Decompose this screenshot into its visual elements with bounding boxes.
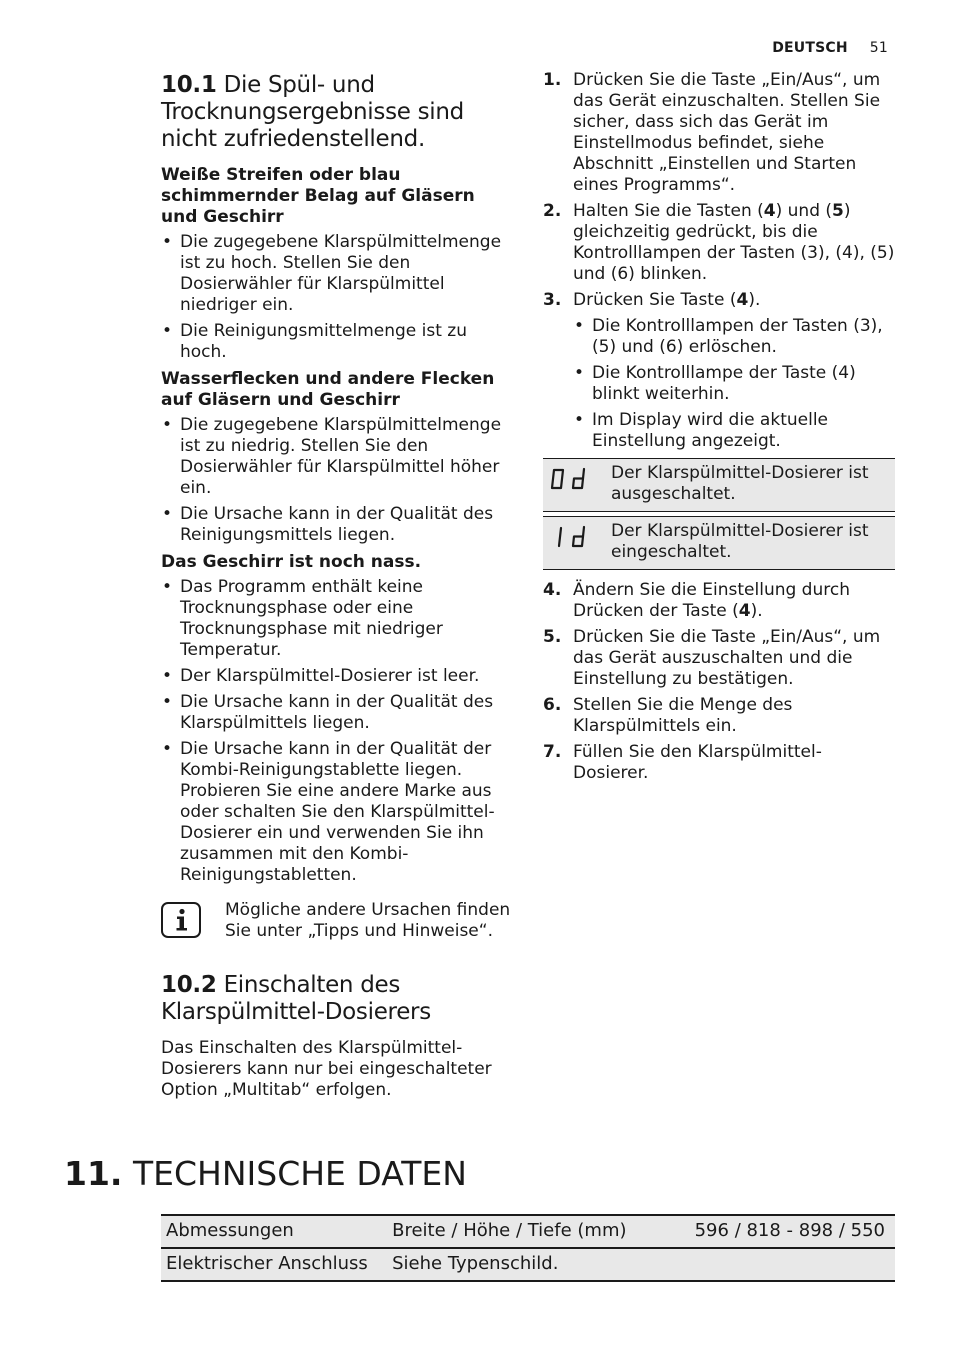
step-text: Drücken Sie Taste ( (573, 290, 737, 310)
display-desc: Der Klarspülmittel-Dosierer ist ausgeschaltet. (605, 459, 895, 512)
table-cell (690, 1248, 895, 1281)
sub-list (573, 316, 895, 452)
step-text: ) und ( (775, 201, 833, 221)
step-item (543, 70, 895, 196)
table-row (161, 1248, 895, 1281)
right-column (543, 70, 895, 789)
list-item: • Die Ursache kann in der Qualität des Klarspülmittels liegen. (161, 692, 513, 734)
page-number: 51 (869, 40, 888, 56)
step-item (543, 627, 895, 690)
step-item (543, 580, 895, 622)
step-number: 4. (543, 580, 562, 600)
step-number: 5. (543, 627, 562, 647)
step-text: Drücken Sie die Taste „Ein/Aus“, um das Gerät auszuschalten und die Einstellung zu bestätigen. (573, 627, 881, 689)
key-number: 4 (736, 290, 749, 310)
table-cell: Elektrischer Anschluss (161, 1248, 387, 1281)
info-icon (161, 902, 201, 938)
table-cell: Breite / Höhe / Tiefe (mm) (387, 1215, 689, 1248)
section-title: Die Spül- und Trocknungsergebnisse sind nicht zufriedenstellend. (161, 72, 464, 152)
step-text: ). (748, 290, 761, 310)
step-text: Stellen Sie die Menge des Klarspülmittels ein. (573, 695, 793, 736)
info-note (161, 900, 513, 942)
technical-data-table (161, 1214, 895, 1282)
display-code-cell (543, 459, 605, 512)
step-text: Ändern Sie die Einstellung durch Drücken der Taste ( (573, 580, 850, 621)
section-10-1-heading (161, 72, 513, 153)
display-code-cell (543, 517, 605, 570)
cause-list (161, 577, 513, 886)
cause-list (161, 232, 513, 363)
list-item: • Das Programm enthält keine Trocknungsphase oder eine Trocknungsphase mit niedriger Temperatur. (161, 577, 513, 661)
cause-list (161, 415, 513, 546)
list-item: • Im Display wird die aktuelle Einstellung angezeigt. (573, 410, 895, 452)
step-number: 2. (543, 201, 562, 221)
section-number: 10.2 (161, 972, 217, 998)
problem-heading: Weiße Streifen oder blau schimmernder Belag auf Gläsern und Geschirr (161, 165, 475, 227)
step-list (543, 70, 895, 452)
step-number: 6. (543, 695, 562, 715)
list-item: • Die Ursache kann in der Qualität des Reinigungsmittels liegen. (161, 504, 513, 546)
step-list (543, 580, 895, 784)
list-item: • Die Kontrolllampen der Tasten (3), (5) und (6) erlöschen. (573, 316, 895, 358)
chapter-number: 11. (64, 1154, 123, 1193)
table-row (543, 459, 895, 512)
step-number: 7. (543, 742, 562, 762)
info-text: Mögliche andere Ursachen finden Sie unter „Tipps und Hinweise“. (225, 900, 511, 941)
table-cell: 596 / 818 - 898 / 550 (690, 1215, 895, 1248)
left-column (161, 72, 513, 1101)
step-number: 3. (543, 290, 562, 310)
step-text: Drücken Sie die Taste „Ein/Aus“, um das Gerät einzuschalten. Stellen Sie sicher, dass sich das Gerät im Einstellmodus befindet, siehe Abschnitt „Einstellen und Starten eines Programms“. (573, 70, 881, 195)
list-item: • Die Ursache kann in der Qualität der Kombi-Reinigungstablette liegen. Probieren Sie eine andere Marke aus oder schalten Sie den Klarspülmittel-Dosierer ein und verwenden Sie ihn zusammen mit den Kombi-Reinigungstabletten. (161, 739, 513, 886)
display-desc: Der Klarspülmittel-Dosierer ist eingeschaltet. (605, 517, 895, 570)
list-item: • Die zugegebene Klarspülmittelmenge ist zu hoch. Stellen Sie den Dosierwähler für Klarspülmittel niedriger ein. (161, 232, 513, 316)
section-title: Einschalten des Klarspülmittel-Dosierers (161, 972, 431, 1025)
display-code-0d (549, 467, 589, 491)
section-10-2 (161, 972, 513, 1101)
step-text: Füllen Sie den Klarspülmittel-Dosierer. (573, 742, 822, 783)
paragraph: Das Einschalten des Klarspülmittel-Dosierers kann nur bei eingeschalteter Option „Multitab“ erfolgen. (161, 1038, 492, 1100)
chapter-title: TECHNISCHE DATEN (132, 1154, 467, 1193)
list-item: • Der Klarspülmittel-Dosierer ist leer. (161, 666, 513, 687)
list-item: • Die Reinigungsmittelmenge ist zu hoch. (161, 321, 513, 363)
chapter-11-heading (64, 1154, 467, 1194)
display-code-1d (549, 525, 589, 549)
step-text: ) gleichzeitig gedrückt, bis die Kontrolllampen der Tasten (3), (4), (5) und (6) blinken. (573, 201, 895, 284)
list-item: • Die Kontrolllampe der Taste (4) blinkt weiterhin. (573, 363, 895, 405)
step-number: 1. (543, 70, 562, 90)
problem-heading: Wasserflecken und andere Flecken auf Gläsern und Geschirr (161, 369, 495, 410)
table-cell: Abmessungen (161, 1215, 387, 1248)
section-number: 10.1 (161, 72, 217, 98)
table-cell: Siehe Typenschild. (387, 1248, 689, 1281)
table-row (161, 1215, 895, 1248)
header-language: DEUTSCH (772, 40, 848, 56)
step-item (543, 695, 895, 737)
section-10-2-heading (161, 972, 513, 1026)
step-text: ). (750, 601, 763, 621)
page-header (772, 38, 888, 59)
display-table (543, 458, 895, 570)
problem-heading: Das Geschirr ist noch nass. (161, 552, 422, 572)
key-number: 4 (738, 601, 751, 621)
step-item (543, 290, 895, 452)
step-text: Halten Sie die Tasten ( (573, 201, 764, 221)
key-number: 4 (763, 201, 776, 221)
list-item: • Die zugegebene Klarspülmittelmenge ist zu niedrig. Stellen Sie den Dosierwähler für Klarspülmittel höher ein. (161, 415, 513, 499)
key-number: 5 (832, 201, 844, 221)
step-item (543, 201, 895, 285)
table-row (543, 517, 895, 570)
step-item (543, 742, 895, 784)
